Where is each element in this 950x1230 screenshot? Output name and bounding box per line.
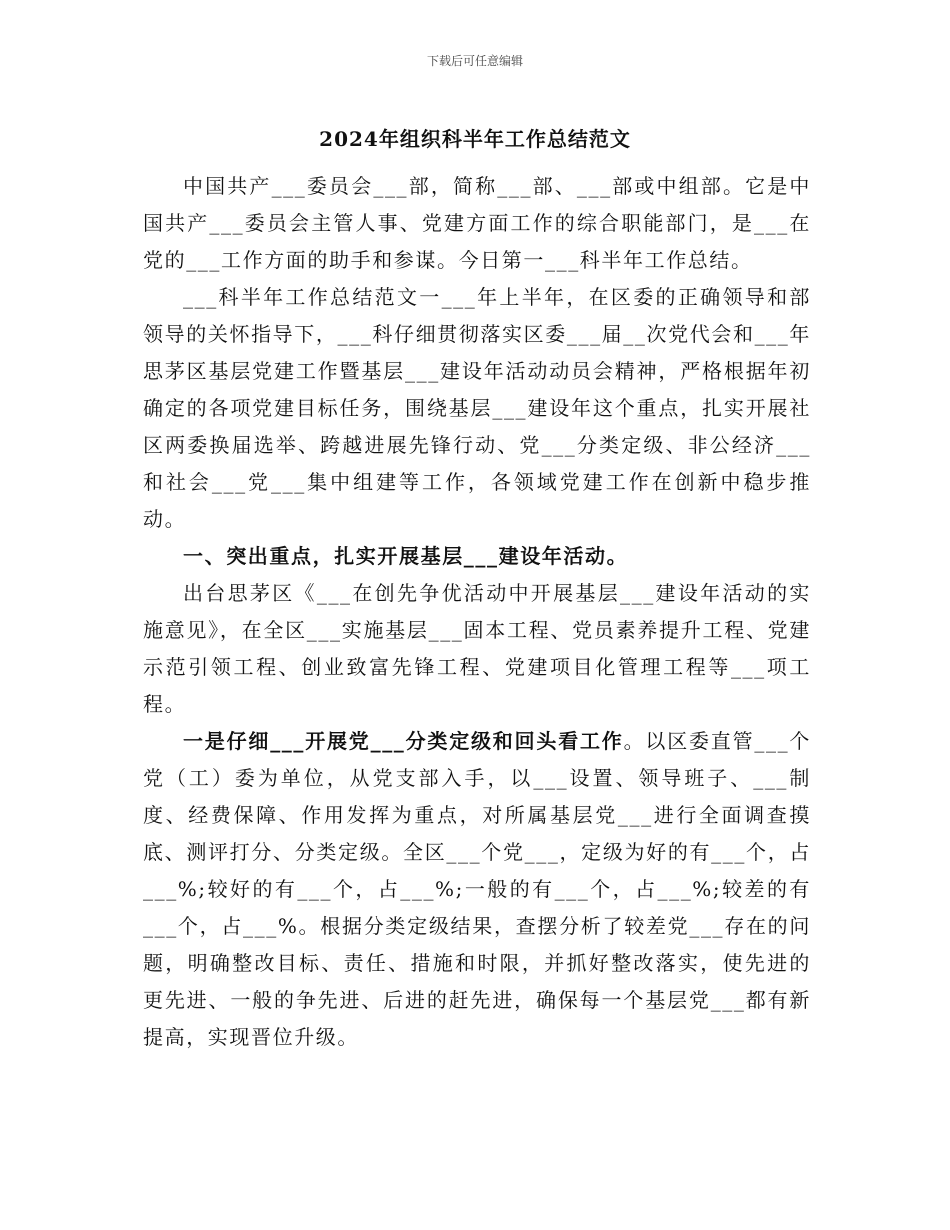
document-title: 2024年组织科半年工作总结范文 — [319, 127, 631, 151]
page-header-note: 下载后可任意编辑 — [426, 54, 523, 68]
document-body — [143, 168, 811, 1056]
paragraph-section-1: 出台思茅区《___在创先争优活动中开展基层___建设年活动的实施意见》，在全区___实施基层___固本工程、党员素养提升工程、党建示范引领工程、创业致富先锋工程、党建项目化管理工程等___项工程。 — [143, 581, 811, 716]
paragraph-classification — [143, 723, 811, 1056]
section-heading-1: 一、突出重点，扎实开展基层___建设年活动。 — [183, 544, 629, 568]
paragraph-summary: ___科半年工作总结范文一___年上半年，在区委的正确领导和部领导的关怀指导下，___科仔细贯彻落实区委___届__次党代会和___年思茅区基层党建工作暨基层___建设年活动动员会精神，严格根据年初确定的各项党建目标任务，围绕基层___建设年这个重点，扎实开展社区两委换届选举、跨越进展先锋行动、党___分类定级、非公经济___和社会___党___集中组建等工作，各领域党建工作在创新中稳步推动。 — [143, 285, 811, 531]
paragraph-body-text: 。以区委直管___个党（工）委为单位，从党支部入手，以___设置、领导班子、___制度、经费保障、作用发挥为重点，对所属基层党___进行全面调查摸底、测评打分、分类定级。全区___个党___，定级为好的有___个，占___%;较好的有___个，占___%;一般的有___个，占___%;较差的有___个，占___%。根据分类定级结果，查摆分析了较差党___存在的问题，明确整改目标、责任、措施和时限，并抓好整改落实，使先进的更先进、一般的争先进、后进的赶先进，确保每一个基层党___都有新提高，实现晋位升级。 — [143, 729, 811, 1049]
paragraph-intro: 中国共产___委员会___部，简称___部、___部或中组部。它是中国共产___委员会主管人事、党建方面工作的综合职能部门，是___在党的___工作方面的助手和参谋。今日第一___科半年工作总结。 — [143, 174, 811, 272]
paragraph-lead-text: 一是仔细___开展党___分类定级和回头看工作 — [183, 729, 624, 753]
